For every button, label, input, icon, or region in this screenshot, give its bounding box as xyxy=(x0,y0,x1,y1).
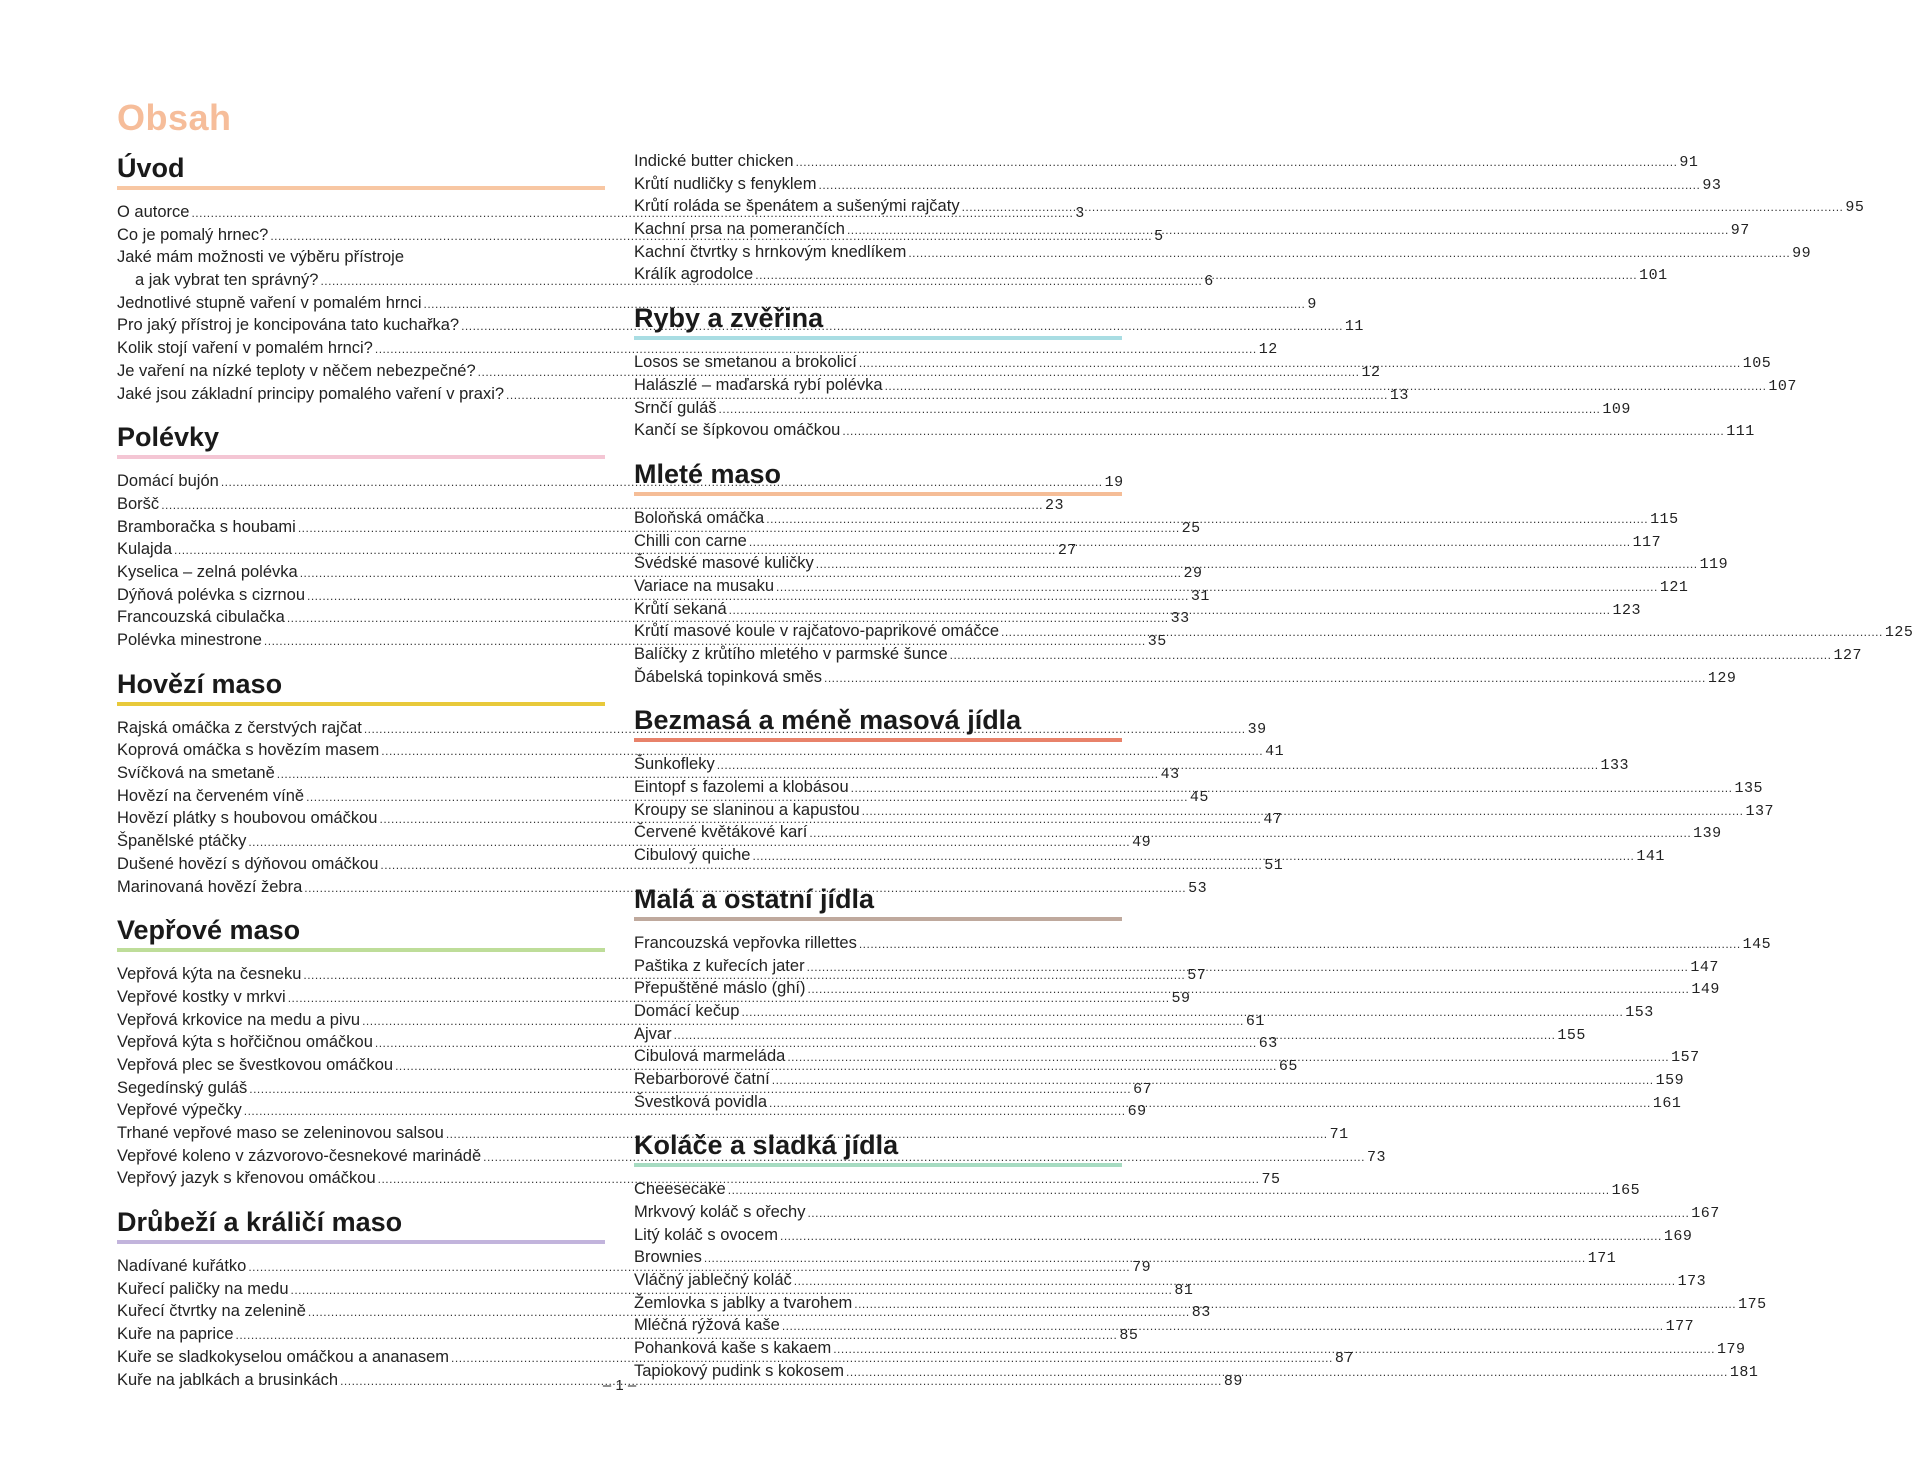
section-heading: Polévky xyxy=(117,422,220,453)
toc-entry-title: Vepřové koleno v zázvorovo-česnekové marinádě xyxy=(117,1146,482,1165)
dot-leader xyxy=(794,1270,1676,1293)
toc-page-number: 93 xyxy=(1702,176,1722,194)
toc-entry-list xyxy=(634,150,1865,286)
toc-entry-title: Jednotlivé stupně vaření v pomalém hrnci xyxy=(117,293,422,312)
toc-page-number: 27 xyxy=(1057,542,1077,560)
toc-entry[interactable] xyxy=(117,292,1317,315)
toc-entry-title: Brownies xyxy=(634,1248,702,1267)
toc-entry-title: Chilli con carne xyxy=(634,531,747,550)
toc-page-number: 121 xyxy=(1659,578,1689,596)
toc-page-number: 179 xyxy=(1717,1341,1746,1359)
toc-page-number: 47 xyxy=(1263,811,1283,829)
toc-entry-title: Cibulový quiche xyxy=(634,846,751,865)
section-divider xyxy=(634,1163,1122,1167)
toc-entry-title: Ďábelská topinková směs xyxy=(634,667,823,686)
toc-entry-title: Variace na musaku xyxy=(634,576,775,595)
toc-entry-title: Vepřová kýta s hořčičnou omáčkou xyxy=(117,1033,373,1052)
toc-entry-title: Vepřová krkovice na medu a pivu xyxy=(117,1010,361,1029)
toc-entry-title: Srnčí guláš xyxy=(634,398,717,417)
toc-page-number: 105 xyxy=(1742,355,1772,373)
toc-entry-title: Halászlé – maďarská rybí polévka xyxy=(634,375,883,394)
toc-page-number: 133 xyxy=(1600,757,1630,775)
toc-entry-title: Hovězí plátky s houbovou omáčkou xyxy=(117,809,378,828)
toc-page-number: 12 xyxy=(1361,363,1381,381)
toc-page-number: 101 xyxy=(1639,267,1668,285)
toc-entry[interactable] xyxy=(634,218,1750,241)
toc-page-number: 33 xyxy=(1170,610,1190,628)
toc-page-number: 95 xyxy=(1845,199,1865,217)
toc-page-number: 111 xyxy=(1726,423,1755,441)
toc-page-number: 53 xyxy=(1188,879,1208,897)
dot-leader xyxy=(833,1338,1715,1361)
toc-page-number: 123 xyxy=(1612,601,1641,619)
toc-entry-title: Krůtí nudličky s fenyklem xyxy=(634,174,817,193)
dot-leader xyxy=(741,1001,1623,1024)
toc-page-number: 25 xyxy=(1181,519,1201,537)
toc-entry-title: Kuře se sladkokyselou omáčkou a ananasem xyxy=(117,1347,450,1366)
section-heading: Malá a ostatní jídla xyxy=(634,883,875,914)
toc-page-number: 67 xyxy=(1133,1080,1153,1098)
toc-entry-title: Žemlovka s jablky a tvarohem xyxy=(634,1293,853,1312)
toc-entry-title: Kančí se šípkovou omáčkou xyxy=(634,421,841,440)
toc-entry-title: Tapiokový pudink s kokosem xyxy=(634,1361,845,1380)
dot-leader xyxy=(752,845,1634,868)
toc-page-number: 87 xyxy=(1334,1349,1354,1367)
toc-entry-title: Kachní čtvrtky s hrnkovým knedlíkem xyxy=(634,242,907,261)
toc-page-number: 5 xyxy=(1154,227,1164,245)
toc-entry-title: Cheesecake xyxy=(634,1180,726,1199)
toc-entry-title: Svíčková na smetaně xyxy=(117,764,275,783)
section-divider xyxy=(117,1240,605,1244)
dot-leader xyxy=(854,1293,1736,1316)
toc-entry-title: Vepřová kýta na česneku xyxy=(117,965,302,984)
toc-page-number: 43 xyxy=(1160,766,1180,784)
toc-entry[interactable] xyxy=(634,195,1865,218)
toc-entry-title: Kuře na jablkách a brusinkách xyxy=(117,1370,339,1389)
toc-entry[interactable] xyxy=(634,241,1812,264)
toc-page-number: 141 xyxy=(1636,848,1665,866)
toc-page-number: 85 xyxy=(1119,1327,1139,1345)
toc-page-number: 73 xyxy=(1366,1148,1386,1166)
toc-entry-title: Paštika z kuřecích jater xyxy=(634,956,805,975)
dot-leader xyxy=(796,151,1678,174)
toc-entry-title: Bramboračka s houbami xyxy=(117,517,296,536)
dot-leader xyxy=(729,599,1611,622)
toc-entry[interactable] xyxy=(634,150,1699,173)
toc-entry-title: Co je pomalý hrnec? xyxy=(117,225,269,244)
toc-page-number: 153 xyxy=(1625,1003,1654,1021)
toc-entry-title: a jak vybrat ten správný? xyxy=(135,271,319,290)
toc-entry-title: Je vaření na nízké teploty v něčem nebezpečné? xyxy=(117,361,476,380)
toc-page-number: 65 xyxy=(1278,1057,1298,1075)
dot-leader xyxy=(772,1069,1654,1092)
toc-page-number: 99 xyxy=(1792,244,1812,262)
toc-entry[interactable] xyxy=(117,337,1278,360)
dot-leader xyxy=(824,667,1706,690)
toc-entry-title: Kuřecí paličky na medu xyxy=(117,1279,289,1298)
toc-page-number: 39 xyxy=(1247,720,1267,738)
toc-page-number: 19 xyxy=(1104,474,1124,492)
toc-entry-title: Krůtí sekaná xyxy=(634,599,727,618)
section-divider xyxy=(117,455,605,459)
toc-entry[interactable] xyxy=(117,493,1065,516)
toc-page-number: 129 xyxy=(1707,669,1737,687)
toc-section-drubezi-cont xyxy=(634,150,1865,286)
toc-page-number: 117 xyxy=(1632,533,1662,551)
toc-entry[interactable] xyxy=(117,739,1285,762)
toc-entry-title: Litý koláč s ovocem xyxy=(634,1225,778,1244)
dot-leader xyxy=(950,644,1832,667)
dot-leader xyxy=(719,398,1601,421)
toc-entry-title: Přepuštěné máslo (ghí) xyxy=(634,979,806,998)
toc-entry-title: Hovězí na červeném víně xyxy=(117,786,305,805)
toc-page-number: 31 xyxy=(1190,587,1210,605)
page-number: – 1 – xyxy=(602,1377,637,1394)
toc-page-number: 63 xyxy=(1258,1035,1278,1053)
section-divider xyxy=(634,492,1122,496)
toc-page-number: 71 xyxy=(1329,1126,1349,1143)
toc-page-number: 145 xyxy=(1742,935,1772,953)
toc-page-number: 149 xyxy=(1691,981,1720,999)
toc-page-number: 139 xyxy=(1693,825,1722,843)
toc-page-number: 169 xyxy=(1663,1227,1693,1245)
toc-entry[interactable] xyxy=(634,1224,1693,1247)
toc-entry-title: Ajvar xyxy=(634,1024,672,1043)
toc-page-number: 51 xyxy=(1264,856,1284,874)
toc-entry[interactable] xyxy=(634,666,1737,689)
dot-leader xyxy=(1001,621,1883,644)
toc-page-number: 13 xyxy=(1389,386,1409,404)
toc-entry-title: Segedínský guláš xyxy=(117,1078,248,1097)
toc-page-number: 97 xyxy=(1730,222,1750,240)
toc-entry[interactable] xyxy=(634,173,1722,196)
dot-leader xyxy=(808,978,1690,1001)
dot-leader xyxy=(862,800,1744,823)
dot-leader xyxy=(859,352,1741,375)
toc-page-number: 167 xyxy=(1691,1205,1720,1222)
dot-leader xyxy=(809,822,1691,845)
dot-leader xyxy=(842,420,1724,443)
dot-leader xyxy=(816,553,1698,576)
section-divider xyxy=(634,917,1122,921)
dot-leader xyxy=(807,956,1689,979)
toc-entry-title: Králík agrodolce xyxy=(634,265,754,284)
dot-leader xyxy=(859,933,1741,956)
section-heading: Drůbeží a králičí maso xyxy=(117,1207,403,1238)
toc-page-number: 171 xyxy=(1587,1250,1617,1268)
toc-entry-title: Francouzská cibulačka xyxy=(117,608,285,627)
section-heading: Bezmasá a méně masová jídla xyxy=(634,705,1022,736)
toc-entry-title: Jaké jsou základní principy pomalého vaření v praxi? xyxy=(117,384,505,403)
toc-page-number: 11 xyxy=(1344,318,1364,336)
dot-leader xyxy=(776,576,1658,599)
toc-entry-title: Marinovaná hovězí žebra xyxy=(117,877,303,896)
toc-page-number: 181 xyxy=(1729,1363,1759,1381)
section-divider xyxy=(117,948,605,952)
section-divider xyxy=(634,336,1122,340)
toc-entry-title: Vepřová plec se švestkovou omáčkou xyxy=(117,1055,394,1074)
toc-entry-title: Jaké mám možnosti ve výběru přístroje xyxy=(117,248,405,267)
section-divider xyxy=(117,186,605,190)
toc-page-number: 81 xyxy=(1174,1281,1194,1299)
dot-leader xyxy=(704,1247,1586,1270)
toc-entry-title: Nadívané kuřátko xyxy=(117,1257,247,1276)
toc-page-number: 107 xyxy=(1768,377,1797,395)
toc-page-number: 89 xyxy=(1223,1372,1243,1390)
toc-page-number: 125 xyxy=(1884,624,1913,642)
toc-page-number: 75 xyxy=(1261,1171,1281,1189)
dot-leader xyxy=(769,1092,1651,1115)
toc-entry-title: Vláčný jablečný koláč xyxy=(634,1271,792,1290)
toc-entry-title: Indické butter chicken xyxy=(634,152,794,170)
toc-page-number: 157 xyxy=(1671,1049,1700,1067)
toc-page-number: 119 xyxy=(1699,556,1729,574)
dot-leader xyxy=(780,1225,1662,1248)
dot-leader xyxy=(766,508,1648,531)
toc-entry-title: Vepřové výpečky xyxy=(117,1101,242,1120)
toc-page-number: 173 xyxy=(1677,1273,1707,1291)
toc-entry-title: Krůtí masové koule v rajčatovo-paprikové omáčce xyxy=(634,622,999,641)
toc-entry-title: Dýňová polévka s cizrnou xyxy=(117,585,306,604)
toc-page-number: 59 xyxy=(1171,989,1191,1007)
toc-entry-title: Domácí kečup xyxy=(634,1001,740,1020)
toc-page-number: 127 xyxy=(1833,647,1862,664)
dot-leader xyxy=(885,375,1767,398)
dot-leader xyxy=(674,1024,1556,1047)
toc-page-number: 23 xyxy=(1045,496,1065,514)
dot-leader xyxy=(847,219,1729,242)
toc-entry-title: Polévka minestrone xyxy=(117,631,262,649)
toc-entry-title: Trhané vepřové maso se zeleninovou salsou xyxy=(117,1124,444,1142)
toc-entry[interactable] xyxy=(117,1122,1349,1145)
toc-page-number: 137 xyxy=(1745,802,1774,820)
toc-entry-title: Kuře na paprice xyxy=(117,1325,234,1344)
toc-entry[interactable] xyxy=(634,932,1772,955)
toc-page-number: 91 xyxy=(1679,154,1699,171)
toc-entry-title: Vepřové kostky v mrkvi xyxy=(117,987,286,1006)
toc-entry-title: Španělské ptáčky xyxy=(117,832,247,851)
section-heading: Hovězí maso xyxy=(117,668,283,699)
toc-entry-title: Mrkvový koláč s ořechy xyxy=(634,1203,806,1221)
toc-entry[interactable] xyxy=(634,530,1662,553)
toc-page-number: 57 xyxy=(1187,967,1207,985)
toc-entry-title: Cibulová marmeláda xyxy=(634,1047,786,1066)
toc-entry-title: Kulajda xyxy=(117,540,173,559)
toc-page-number: 12 xyxy=(1258,341,1278,359)
toc-entry-title: Vepřový jazyk s křenovou omáčkou xyxy=(117,1169,376,1188)
dot-leader xyxy=(807,1202,1689,1225)
section-heading: Vepřové maso xyxy=(117,915,301,946)
toc-entry[interactable] xyxy=(634,419,1755,442)
toc-page-number: 83 xyxy=(1191,1304,1211,1322)
toc-page-number: 61 xyxy=(1245,1012,1265,1030)
toc-page-number: 165 xyxy=(1611,1182,1641,1200)
toc-entry-title: Boloňská omáčka xyxy=(634,508,765,527)
toc-page-number: 49 xyxy=(1132,834,1152,852)
page-title: Obsah xyxy=(117,97,232,138)
toc-page-number: 155 xyxy=(1557,1026,1586,1044)
toc-entry-title: Balíčky z krůtího mletého v parmské šunce xyxy=(634,645,948,663)
dot-leader xyxy=(755,264,1637,287)
toc-entry-title: Pro jaký přístroj je koncipována tato kuchařka? xyxy=(117,316,460,335)
section-heading: Ryby a zvěřina xyxy=(634,303,824,334)
toc-entry-title: Domácí bujón xyxy=(117,472,219,491)
toc-page-number: 35 xyxy=(1147,633,1167,650)
toc-entry-title: Švédské masové kuličky xyxy=(634,554,814,573)
toc-page-number: 41 xyxy=(1265,743,1285,761)
toc-entry-title: Kachní prsa na pomerančích xyxy=(634,220,845,239)
toc-page-number: 69 xyxy=(1127,1103,1147,1121)
toc-entry[interactable] xyxy=(634,397,1631,420)
toc-page-number: 6 xyxy=(1204,273,1214,291)
section-heading: Mleté maso xyxy=(634,458,782,489)
section-divider xyxy=(117,702,605,706)
toc-page-number: 135 xyxy=(1734,780,1763,798)
toc-page-number: 79 xyxy=(1132,1259,1152,1277)
toc-entry-title: Koprová omáčka s hovězím masem xyxy=(117,741,380,760)
toc-page-number: 159 xyxy=(1655,1071,1685,1089)
toc-entry[interactable] xyxy=(117,246,605,269)
toc-entry-title: Mléčná rýžová kaše xyxy=(634,1316,780,1335)
toc-entry-title: Šunkofleky xyxy=(634,755,715,774)
dot-leader xyxy=(728,1179,1610,1202)
toc-page-number: 9 xyxy=(1307,295,1317,313)
toc-entry[interactable] xyxy=(634,643,1862,666)
section-divider xyxy=(634,738,1122,742)
toc-entry-title: O autorce xyxy=(117,203,190,221)
toc-page-number: 177 xyxy=(1665,1318,1695,1336)
toc-page-number: 175 xyxy=(1738,1295,1767,1313)
toc-entry-title: Červené květákové karí xyxy=(634,823,808,842)
section-heading: Koláče a sladká jídla xyxy=(634,1130,899,1161)
toc-entry-title: Švestková povidla xyxy=(634,1092,767,1111)
toc-entry-title: Krůtí roláda se špenátem a sušenými rajčaty xyxy=(634,197,960,216)
toc-page-number: 147 xyxy=(1690,958,1719,976)
toc-entry-title: Kolik stojí vaření v pomalém hrnci? xyxy=(117,339,373,358)
toc-entry[interactable] xyxy=(634,263,1668,286)
dot-leader xyxy=(818,174,1700,197)
dot-leader xyxy=(749,531,1631,554)
toc-entry-title: Boršč xyxy=(117,494,160,513)
toc-entry-title: Losos se smetanou a brokolicí xyxy=(634,353,857,372)
toc-entry-title: Pohanková kaše s kakaem xyxy=(634,1339,832,1358)
toc-entry-title: Rajská omáčka z čerstvých rajčat xyxy=(117,718,362,737)
toc-entry-title: Dušené hovězí s dýňovou omáčkou xyxy=(117,854,379,873)
toc-page-number: 29 xyxy=(1183,564,1203,582)
toc-page-number: 115 xyxy=(1650,510,1679,528)
dot-leader xyxy=(717,754,1599,777)
toc-page-number: 3 xyxy=(1075,205,1085,222)
dot-leader xyxy=(782,1315,1664,1338)
toc-entry-title: Kroupy se slaninou a kapustou xyxy=(634,800,860,819)
toc-entry-title: Kyselica – zelná polévka xyxy=(117,562,298,581)
dot-leader xyxy=(787,1046,1669,1069)
dot-leader xyxy=(908,242,1790,265)
toc-entry-title: Eintopf s fazolemi a klobásou xyxy=(634,778,849,797)
toc-entry-title: Kuřecí čtvrtky na zelenině xyxy=(117,1302,306,1321)
dot-leader xyxy=(962,196,1844,219)
toc-page-number: 161 xyxy=(1652,1094,1682,1112)
toc-page-number: 109 xyxy=(1602,400,1631,418)
toc-entry[interactable] xyxy=(634,1201,1720,1224)
section-heading: Úvod xyxy=(117,153,185,183)
dot-leader xyxy=(851,777,1733,800)
toc-page-number: 45 xyxy=(1189,788,1209,806)
toc-entry-title: Rebarborové čatní xyxy=(634,1069,770,1088)
toc-entry-title: Francouzská vepřovka rillettes xyxy=(634,933,857,952)
